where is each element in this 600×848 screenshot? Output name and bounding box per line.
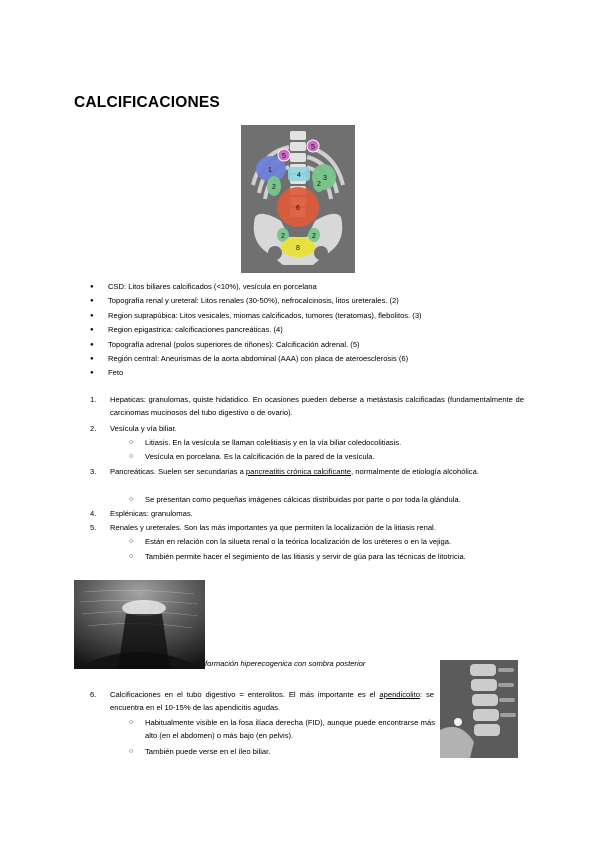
sub-item: ○ Vesícula en porcelana. Es la calcificación de la pared de la vesícula. (145, 450, 525, 463)
diagram-label: 4 (297, 172, 301, 179)
item-text: Esplénicas: granulomas. (110, 509, 193, 518)
abdomen-svg (241, 125, 355, 273)
item-number: 5. (90, 523, 97, 532)
item-text: Renales y ureterales. Son las más importantes ya que permiten la localización de la litiasis renal. (110, 523, 436, 532)
diagram-label: 5 (282, 153, 286, 160)
diagram-label: 8 (296, 245, 300, 252)
numbered-item-3 (90, 465, 524, 478)
list-item: ● Topografía renal y ureteral: Litos renales (30-50%), nefrocalcinosis, litos ureterales. (2) (90, 294, 530, 308)
sub-item: ○ Habitualmente visible en la fosa ilíaca derecha (FID), aunque puede encontrarse más alto (en el abdomen) o más bajo (en pelvis). (145, 716, 435, 743)
diagram-label: 3 (323, 175, 327, 182)
regions-bullet-list (90, 280, 530, 381)
diagram-label: 6 (296, 205, 300, 212)
item-text-part: Pancreáticas. Suelen ser secundarias a (110, 467, 246, 476)
sub-item: ○ También permite hacer el segimiento de las litiasis y servir de gúa para las técnicas de litotricia. (145, 550, 525, 563)
xray-image (440, 660, 518, 758)
diagram-label: 5 (311, 144, 315, 151)
sub-item: ○ Se presentan como pequeñas imágenes cálcicas distribuidas por parte o por toda la glándula. (145, 493, 530, 506)
numbered-item-4 (90, 507, 524, 520)
obturator-left (268, 246, 282, 260)
numbered-item-5 (90, 521, 524, 534)
item-text (110, 465, 524, 478)
list-item: ● Region suprapúbica: Litos vesicales, miomas calcificados, tumores (teratomas), flebolitos. (3) (90, 309, 530, 323)
numbered-item-1 (90, 393, 524, 420)
numbered-item-2 (90, 422, 524, 435)
ultrasound-svg (74, 580, 205, 669)
underlined-term: apendicolito (379, 690, 420, 699)
item-number: 6. (90, 690, 97, 699)
list-item: ● Region epigastrica: calcificaciones pancreáticas. (4) (90, 323, 530, 337)
sub-item: ○ Están en relación con la silueta renal o la teórica localización de los uréteres o en la vejiga. (145, 535, 525, 548)
diagram-label: 2 (281, 233, 285, 240)
item-text (110, 688, 434, 715)
sub-item: ○ Litiasis. En la vesícula se llaman colelitiasis y en la vía biliar coledocolitiasis. (145, 436, 525, 449)
diagram-label: 2 (312, 233, 316, 240)
numbered-item-6 (90, 688, 434, 715)
diagram-label: 1 (268, 167, 272, 174)
abdominal-regions-diagram (241, 125, 355, 273)
item-text-part: Calcificaciones en el tubo digestivo = enterolitos. El más importante es el (110, 690, 380, 699)
item-number: 1. (90, 395, 97, 404)
page-title: CALCIFICACIONES (74, 94, 220, 111)
underlined-term: pancreatitis crónica calcificante (245, 467, 352, 476)
diagram-label: 2 (272, 184, 276, 191)
item-text: Hepaticas: granulomas, quiste hidatidico. En ocasiones pueden deberse a metástasis calcificadas (fundamentalmente de carcinomas mucinosos del tubo digestivo o de ovario). (110, 395, 524, 418)
item-number: 4. (90, 509, 97, 518)
ultrasound-caption: formación hiperecogenica con sombra posterior (205, 659, 366, 668)
list-item: ● Feto (90, 366, 530, 380)
diagram-label: 2 (317, 181, 321, 188)
item-text: Vesícula y vía biliar. (110, 424, 177, 433)
list-item: ● Topografía adrenal (polos superiores de riñones): Calcificación adrenal. (5) (90, 338, 530, 352)
ultrasound-image (74, 580, 205, 669)
item-number: 2. (90, 424, 97, 433)
item-text-part: , normalmente de etiología alcohólica. (351, 467, 479, 476)
xray-svg (440, 660, 518, 758)
sub-item: ○ También puede verse en el íleo biliar. (145, 745, 435, 758)
item-text-part: : se encuentra en el 10-15% de las apendicitis agudas. (110, 690, 434, 713)
item-number: 3. (90, 467, 97, 476)
list-item: ● CSD: Litos biliares calcificados (<10%), vesícula en porcelana (90, 280, 530, 294)
list-item: ● Región central: Aneurismas de la aorta abdominal (AAA) con placa de ateroesclerosis (6) (90, 352, 530, 366)
obturator-right (314, 246, 328, 260)
